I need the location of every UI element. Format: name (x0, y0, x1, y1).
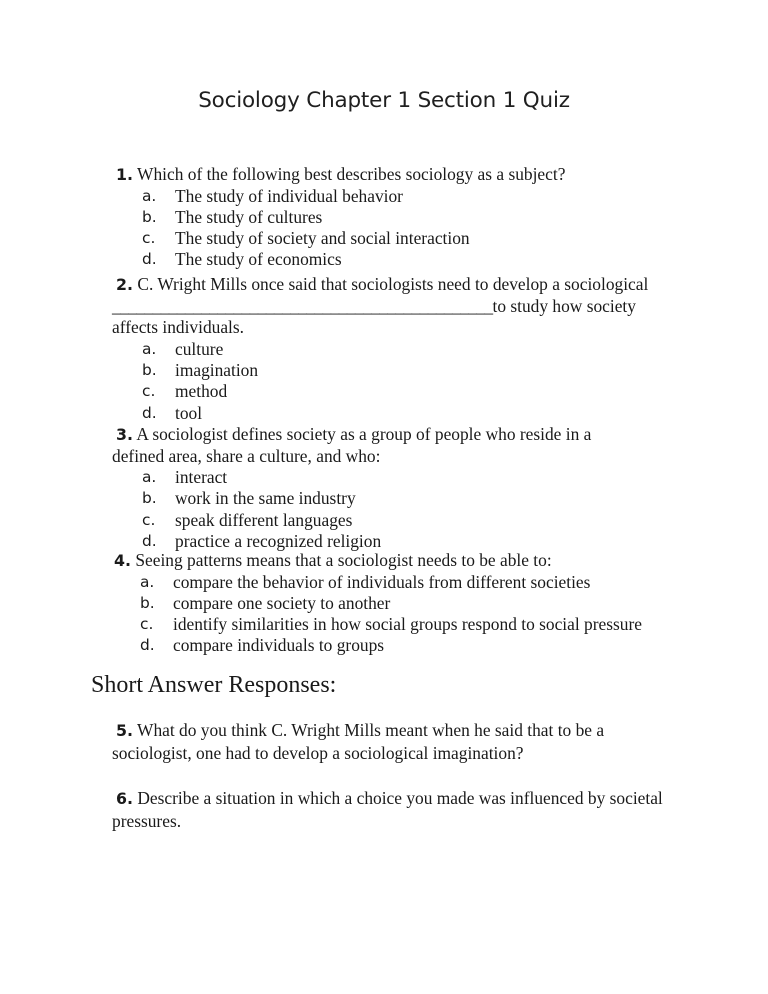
question-number-4: 4. (114, 551, 131, 570)
option-3b[interactable] (112, 488, 640, 509)
fill-in-blank-2[interactable]: _______________________________________________ (112, 295, 493, 316)
question-text-3: A sociologist defines society as a group of people who reside in a defined area, share a culture, and who: (112, 424, 592, 466)
question-prompt-5 (112, 719, 632, 765)
question-prompt-4 (110, 550, 655, 572)
question-text-4: Seeing patterns means that a sociologist needs to be able to: (135, 550, 552, 570)
option-list-2 (112, 339, 657, 424)
option-label-1c: The study of society and social interaction (175, 228, 470, 249)
option-marker-2d: d. (142, 403, 157, 422)
option-label-4b: compare one society to another (173, 592, 391, 613)
question-prompt-2 (112, 274, 657, 339)
option-label-2c: method (175, 381, 228, 402)
option-marker-2c: c. (142, 382, 156, 401)
option-marker-4c: c. (140, 615, 154, 634)
option-list-4 (110, 572, 655, 657)
option-label-3b: work in the same industry (175, 488, 356, 509)
option-3a[interactable] (112, 467, 640, 488)
option-marker-3b: b. (142, 489, 157, 508)
question-number-3: 3. (116, 425, 133, 444)
option-label-4a: compare the behavior of individuals from different societies (173, 571, 591, 592)
option-3c[interactable] (112, 510, 640, 531)
question-text-2-part1: C. Wright Mills once said that sociologists need to develop a sociological (137, 274, 649, 294)
option-marker-1d: d. (142, 250, 157, 269)
option-label-1d: The study of economics (175, 249, 342, 270)
option-marker-1b: b. (142, 207, 157, 226)
question-text-1: Which of the following best describes sociology as a subject? (137, 164, 566, 184)
option-2b[interactable] (112, 360, 657, 381)
option-marker-3a: a. (142, 468, 157, 487)
option-4c[interactable] (110, 614, 655, 635)
option-2c[interactable] (112, 381, 657, 402)
option-2a[interactable] (112, 339, 657, 360)
question-number-6: 6. (116, 789, 133, 808)
option-1b[interactable] (112, 207, 657, 228)
option-marker-1c: c. (142, 229, 156, 248)
question-block-6 (112, 787, 682, 833)
option-marker-3c: c. (142, 510, 156, 529)
option-label-1a: The study of individual behavior (175, 185, 403, 206)
question-number-1: 1. (116, 165, 133, 184)
question-text-2-part2: to study how society affects individuals. (112, 295, 636, 338)
option-label-2b: imagination (175, 360, 259, 381)
question-prompt-3 (112, 424, 640, 467)
option-label-3c: speak different languages (175, 509, 353, 530)
option-4d[interactable] (110, 635, 655, 656)
option-4a[interactable] (110, 572, 655, 593)
question-text-5: What do you think C. Wright Mills meant when he said that to be a sociologist, one had to develop a sociological imagination? (112, 720, 605, 764)
question-block-4 (110, 550, 655, 657)
question-block-3 (112, 424, 640, 552)
option-4b[interactable] (110, 593, 655, 614)
option-label-4c: identify similarities in how social groups respond to social pressure (173, 614, 642, 635)
question-block-1 (112, 164, 657, 271)
option-marker-2a: a. (142, 339, 157, 358)
question-block-2 (112, 274, 657, 424)
option-label-3a: interact (175, 467, 228, 488)
question-block-5 (112, 719, 632, 765)
option-list-1 (112, 186, 657, 271)
option-label-1b: The study of cultures (175, 206, 323, 227)
option-marker-1a: a. (142, 186, 157, 205)
option-marker-4a: a. (140, 572, 155, 591)
option-marker-3d: d. (142, 532, 157, 551)
option-label-2d: tool (175, 402, 203, 423)
option-1a[interactable] (112, 186, 657, 207)
question-number-5: 5. (116, 721, 133, 740)
option-label-4d: compare individuals to groups (173, 635, 385, 656)
question-text-6: Describe a situation in which a choice you made was influenced by societal pressures. (112, 788, 663, 832)
option-label-2a: culture (175, 338, 224, 359)
option-marker-4b: b. (140, 593, 155, 612)
option-1d[interactable] (112, 249, 657, 270)
option-marker-2b: b. (142, 361, 157, 380)
option-2d[interactable] (112, 403, 657, 424)
option-marker-4d: d. (140, 636, 155, 655)
option-list-3 (112, 467, 640, 552)
option-label-3d: practice a recognized religion (175, 531, 382, 552)
page-title: Sociology Chapter 1 Section 1 Quiz (198, 88, 570, 113)
question-prompt-1 (112, 164, 657, 186)
section-heading-short-answer: Short Answer Responses: (91, 672, 337, 698)
question-number-2: 2. (116, 275, 133, 294)
question-prompt-6 (112, 787, 682, 833)
option-1c[interactable] (112, 228, 657, 249)
